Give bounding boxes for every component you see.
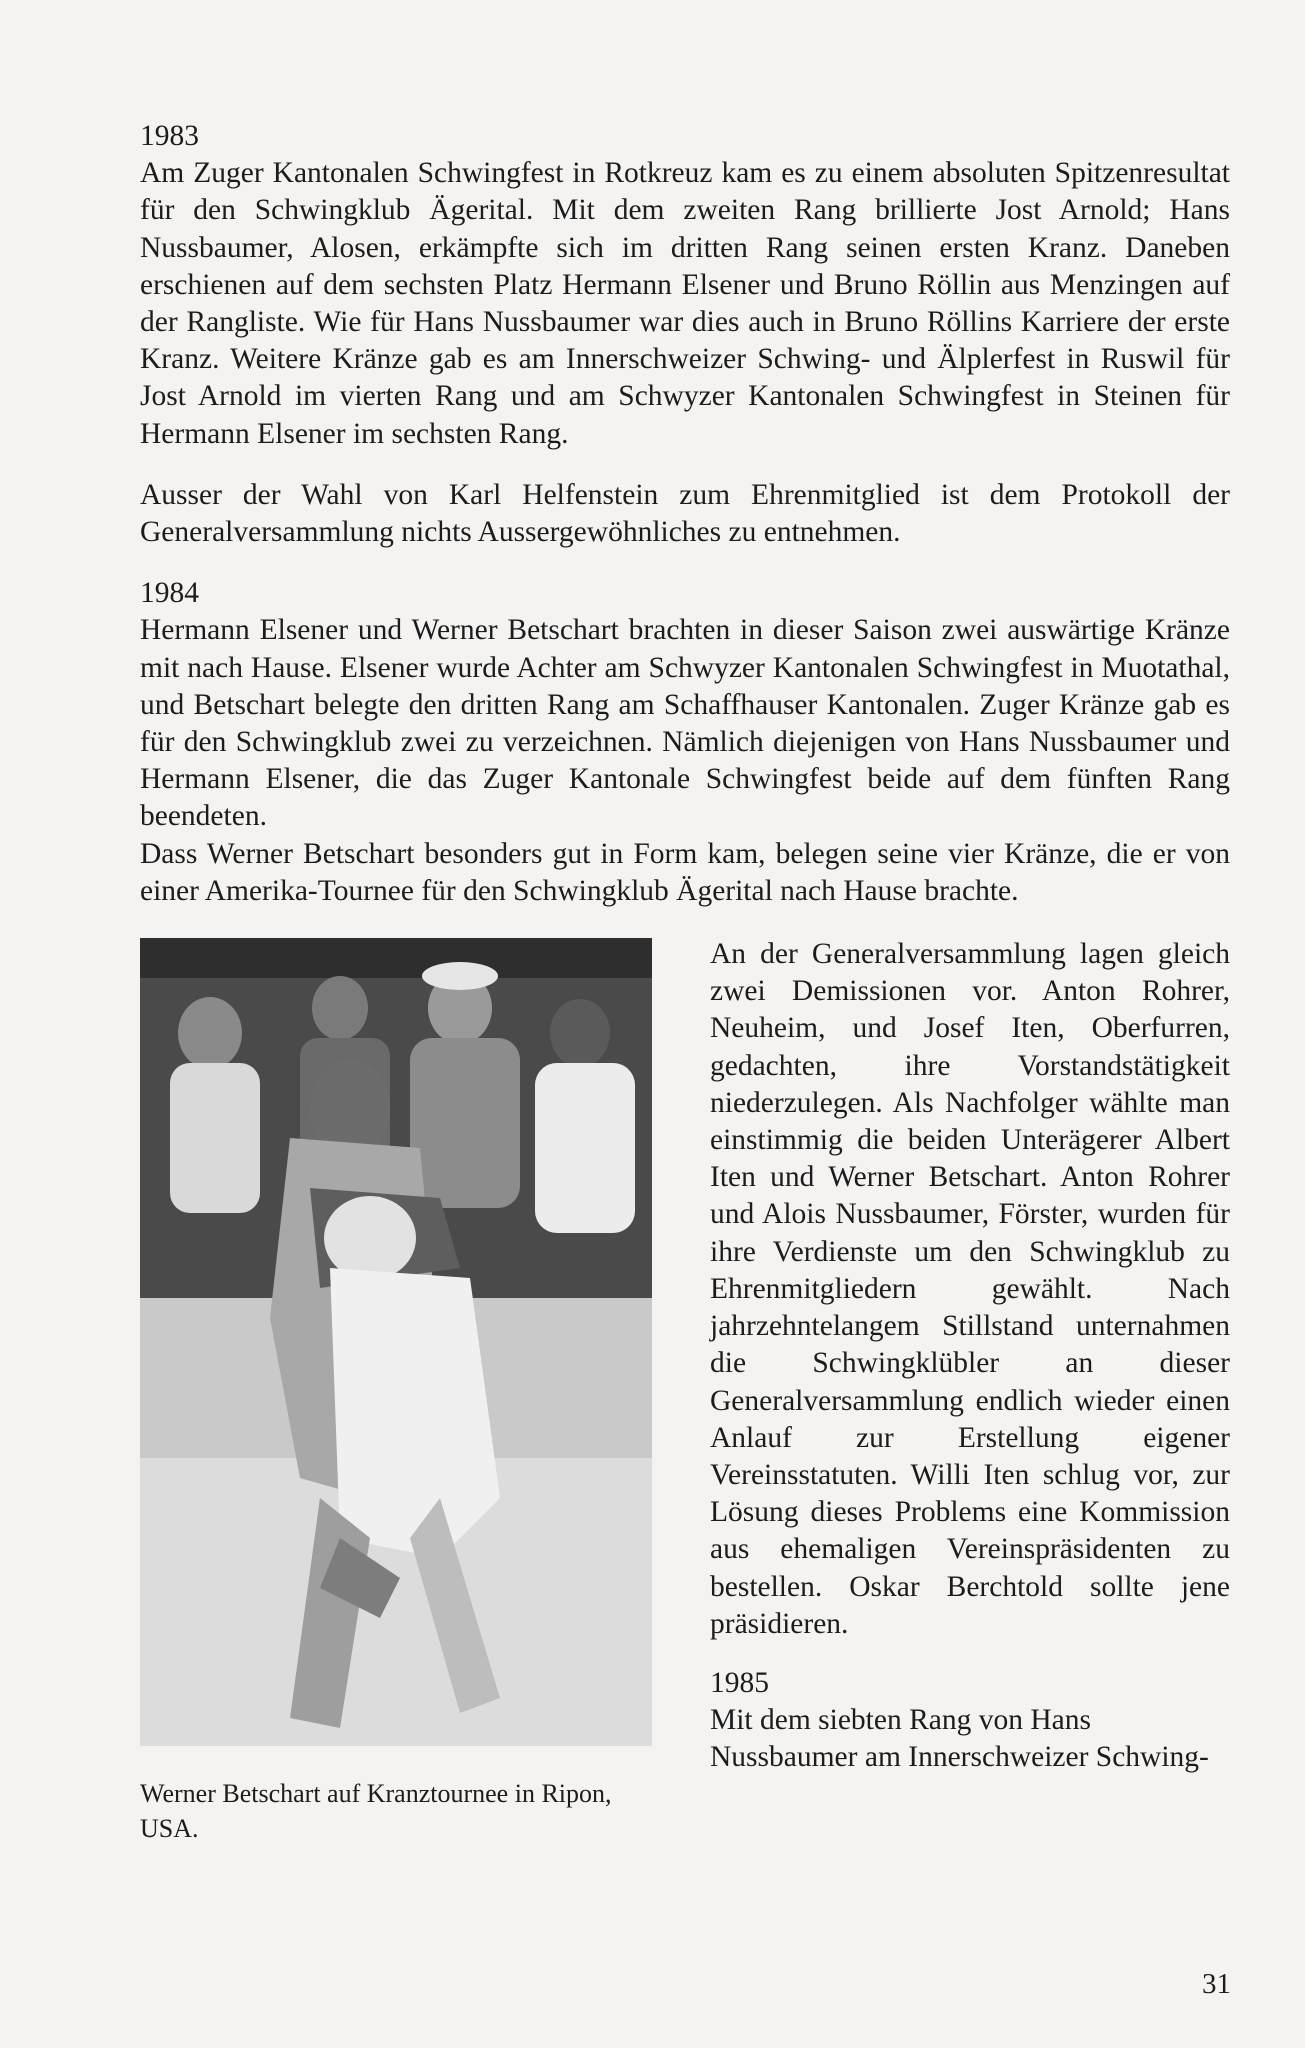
right-column (710, 936, 1230, 1776)
year-heading-1985: 1985 (710, 1666, 769, 1699)
paragraph-1983-assembly: Ausser der Wahl von Karl Helfenstein zum Ehrenmitglied ist dem Protokoll der Generalversammlung nichts Aussergewöhnliches zu entnehmen. (140, 478, 1230, 549)
year-heading-1983: 1983 (140, 120, 199, 152)
photo-caption: Werner Betschart auf Kranztournee in Ripon, USA. (140, 1779, 612, 1844)
paragraph-1984-results: Hermann Elsener und Werner Betschart brachten in dieser Saison zwei auswärtige Kränze mit nach Hause. Elsener wurde Achter am Schwyzer Kantonalen Schwingfest in Muotathal, und Betschart belegte den dritten Rang am Schaffhauser Kantonalen. Zuger Kränze gab es für den Schwingklub zwei zu verzeichnen. Nämlich diejenigen von Hans Nussbaumer und Hermann Elsener, die das Zuger Kantonale Schwingfest beide auf dem fünften Rang beendeten. (140, 614, 1230, 833)
year-heading-1984: 1984 (140, 577, 199, 610)
paragraph-1983-results: Am Zuger Kantonalen Schwingfest in Rotkreuz kam es zu einem absoluten Spitzenresultat für den Schwingklub Ägerital. Mit dem zweiten Rang brillierte Jost Arnold; Hans Nussbaumer, Alosen, erkämpfte sich im dritten Rang seinen ersten Kranz. Daneben erschienen auf dem sechsten Platz Hermann Elsener und Bruno Röllin aus Menzingen auf der Rangliste. Wie für Hans Nussbaumer war dies auch in Bruno Röllins Karriere der erste Kranz. Weitere Kränze gab es am Innerschweizer Schwing- und Älplerfest in Ruswil für Jost Arnold im vierten Rang und am Schwyzer Kantonalen Schwingfest in Steinen für Hermann Elsener im sechsten Rang. (140, 157, 1230, 450)
figure-row (140, 936, 1230, 1846)
wrestling-photo (140, 938, 652, 1746)
wrestling-photo-illustration (140, 938, 652, 1746)
paragraph-1985-results: Mit dem siebten Rang von Hans Nussbaumer am Innerschweizer Schwing- (710, 1704, 1209, 1774)
page-content (140, 118, 1230, 1846)
paragraph-1984-tour: Dass Werner Betschart besonders gut in Form kam, belegen seine vier Kränze, die er von einer Amerika-Tournee für den Schwingklub Ägerital nach Hause brachte. (140, 837, 1230, 907)
paragraph-1984-assembly: An der Generalversammlung lagen gleich zwei Demissionen vor. Anton Rohrer, Neuheim, und Josef Iten, Oberfurren, gedachten, ihre Vorstandstätigkeit niederzulegen. Als Nachfolger wählte man einstimmig die beiden Unterägerer Albert Iten und Werner Betschart. Anton Rohrer und Alois Nussbaumer, Förster, wurden für ihre Verdienste um den Schwingklub zu Ehrenmitgliedern gewählt. Nach jahrzehntelangem Stillstand unternahmen die Schwingklübler an dieser Generalversammlung endlich wieder einen Anlauf zur Erstellung eigener Vereinsstatuten. Willi Iten schlug vor, zur Lösung dieses Problems eine Kommission aus ehemaligen Vereinspräsidenten zu bestellen. Oskar Berchtold sollte jene präsidieren. (710, 938, 1230, 1640)
page-number: 31 (1202, 1968, 1231, 2000)
